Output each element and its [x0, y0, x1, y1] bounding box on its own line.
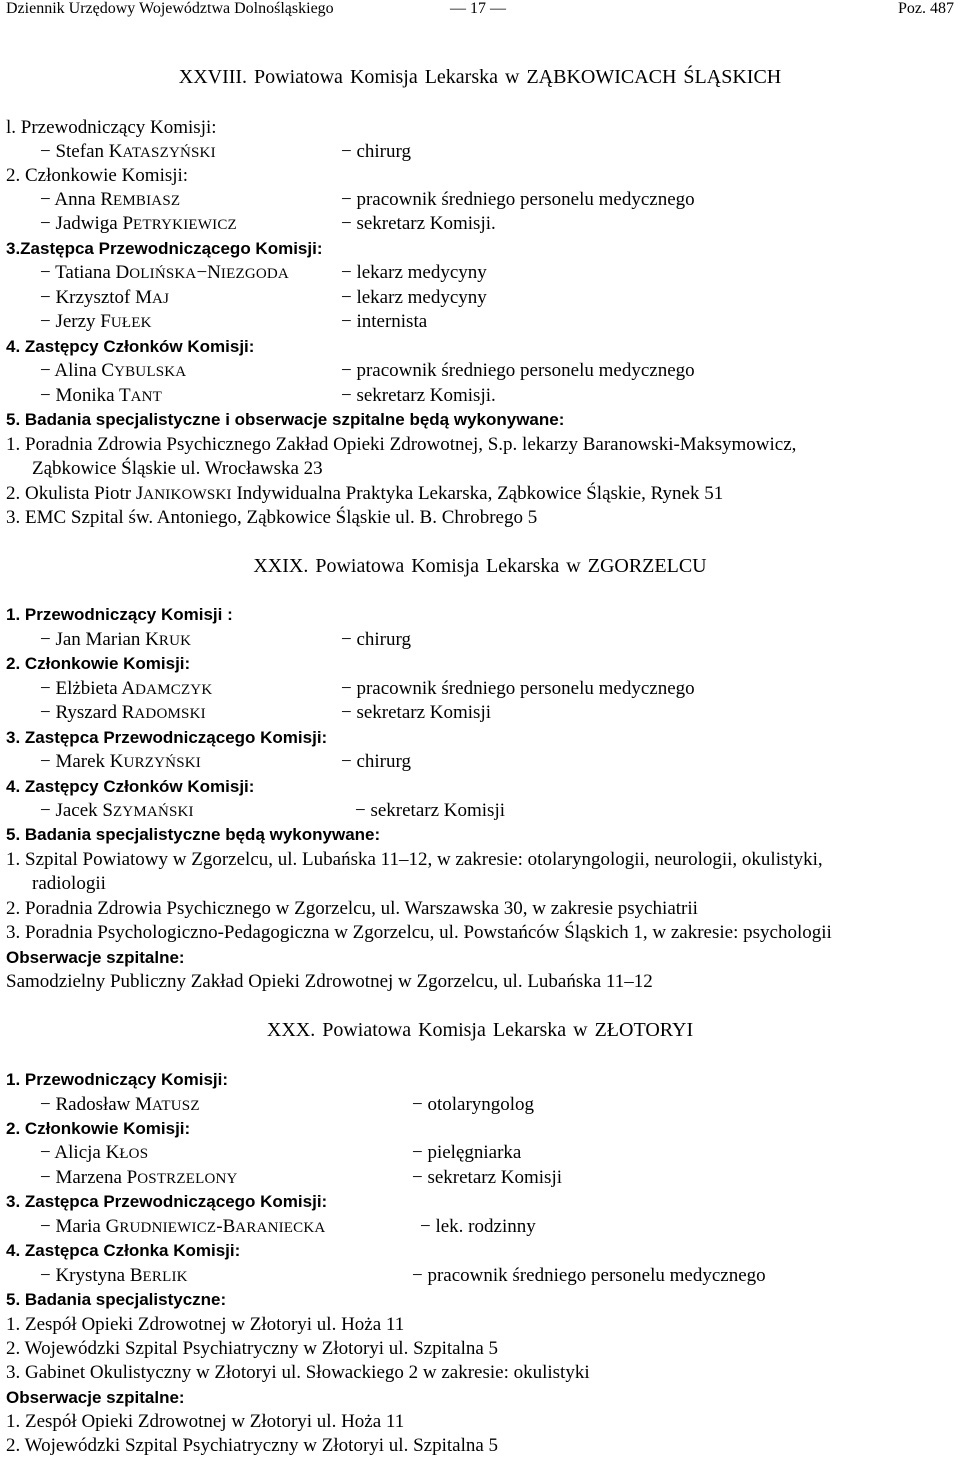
s30-observations-heading: Obserwacje szpitalne: [6, 1388, 185, 1407]
s28-person-name: − Monika TANT [40, 385, 163, 406]
s28-person-role: − lekarz medycyny [341, 287, 487, 308]
s29-observation-item: Samodzielny Publiczny Zakład Opieki Zdrowotnej w Zgorzelcu, ul. Lubańska 11–12 [6, 971, 653, 992]
s28-person-role: − chirurg [341, 141, 411, 162]
s29-exam-item-cont: radiologii [32, 873, 106, 894]
s29-person-name: − Jan Marian KRUK [40, 629, 192, 650]
s29-person-name: − Marek KURZYŃSKI [40, 751, 201, 772]
s28-deputy-chair-heading: 3.Zastępca Przewodniczącego Komisji: [6, 239, 323, 258]
s28-exam-item: 3. EMC Szpital św. Antoniego, Ząbkowice Śląskie ul. B. Chrobrego 5 [6, 507, 538, 528]
s28-person-name: − Tatiana DOLIŃSKA−NIEZGODA [40, 262, 289, 283]
s29-person-role: − sekretarz Komisji [355, 800, 506, 821]
s29-exam-item: 1. Szpital Powiatowy w Zgorzelcu, ul. Lubańska 11–12, w zakresie: otolaryngologii, neurologii, okulistyki, [6, 849, 823, 870]
s28-examinations-heading: 5. Badania specjalistyczne i obserwacje szpitalne będą wykonywane: [6, 410, 565, 429]
s28-person-name: − Stefan KATASZYŃSKI [40, 141, 216, 162]
section-30-title: XXX. Powiatowa Komisja Lekarska w ZŁOTORYI [266, 1019, 694, 1041]
s30-person-role: − sekretarz Komisji [412, 1167, 563, 1188]
s28-person-role: − sekretarz Komisji. [341, 385, 496, 406]
s29-person-name: − Jacek SZYMAŃSKI [40, 800, 194, 821]
s30-exam-item: 2. Wojewódzki Szpital Psychiatryczny w Złotoryi ul. Szpitalna 5 [6, 1338, 499, 1359]
s30-person-name: − Radosław MATUSZ [40, 1094, 200, 1115]
section-28-title: XXVIII. Powiatowa Komisja Lekarska w ZĄBKOWICACH ŚLĄSKICH [178, 66, 782, 88]
s29-deputy-members-heading: 4. Zastępcy Członków Komisji: [6, 777, 255, 796]
s29-person-role: − sekretarz Komisji [341, 702, 492, 723]
s29-person-role: − chirurg [341, 751, 411, 772]
s29-observations-heading: Obserwacje szpitalne: [6, 948, 185, 967]
s30-observation-item: 1. Zespół Opieki Zdrowotnej w Złotoryi ul. Hoża 11 [6, 1411, 405, 1432]
s29-exam-item: 3. Poradnia Psychologiczno-Pedagogiczna w Zgorzelcu, ul. Powstańców Śląskich 1, w zakresie: psychologii [6, 922, 832, 943]
s28-exam-item-cont: Ząbkowice Śląskie ul. Wrocławska 23 [32, 458, 323, 479]
s28-person-name: − Krzysztof MAJ [40, 287, 170, 308]
s29-person-role: − chirurg [341, 629, 411, 650]
s28-members-heading: 2. Członkowie Komisji: [6, 165, 189, 186]
s30-person-name: − Alicja KŁOS [40, 1142, 149, 1163]
s30-person-role: − otolaryngolog [412, 1094, 535, 1115]
journal-title: Dziennik Urzędowy Województwa Dolnośląskiego [6, 0, 334, 17]
s28-person-role: − pracownik średniego personelu medycznego [341, 360, 695, 381]
s28-person-name: − Anna REMBIASZ [40, 189, 181, 210]
s29-person-role: − pracownik średniego personelu medycznego [341, 678, 695, 699]
s28-exam-item: 2. Okulista Piotr JANIKOWSKI Indywidualna Praktyka Lekarska, Ząbkowice Śląskie, Rynek 51 [6, 483, 724, 504]
s30-person-name: − Marzena POSTRZELONY [40, 1167, 238, 1188]
s28-person-name: − Jerzy FUŁEK [40, 311, 152, 332]
s30-examinations-heading: 5. Badania specjalistyczne: [6, 1290, 227, 1309]
page-header [6, 0, 954, 24]
s28-person-name: − Alina CYBULSKA [40, 360, 187, 381]
s29-person-name: − Ryszard RADOMSKI [40, 702, 206, 723]
s30-chair-heading: 1. Przewodniczący Komisji: [6, 1070, 229, 1089]
s29-examinations-heading: 5. Badania specjalistyczne będą wykonywane: [6, 825, 381, 844]
page-number: — 17 — [450, 0, 506, 17]
s30-person-role: − pielęgniarka [412, 1142, 522, 1163]
s28-person-role: − lekarz medycyny [341, 262, 487, 283]
s30-person-role: − lek. rodzinny [420, 1216, 536, 1237]
s28-exam-item: 1. Poradnia Zdrowia Psychicznego Zakład Opieki Zdrowotnej, S.p. lekarzy Baranowski-Maksymowicz, [6, 434, 797, 455]
s28-person-role: − internista [341, 311, 428, 332]
position-number: Poz. 487 [898, 0, 954, 17]
s28-person-role: − sekretarz Komisji. [341, 213, 496, 234]
s28-chair-heading: l. Przewodniczący Komisji: [6, 117, 217, 138]
s30-person-name: − Maria GRUDNIEWICZ-BARANIECKA [40, 1216, 326, 1237]
s28-person-name: − Jadwiga PETRYKIEWICZ [40, 213, 237, 234]
s29-deputy-chair-heading: 3. Zastępca Przewodniczącego Komisji: [6, 728, 328, 747]
s30-members-heading: 2. Członkowie Komisji: [6, 1119, 191, 1138]
s30-person-role: − pracownik średniego personelu medycznego [412, 1265, 766, 1286]
s28-person-role: − pracownik średniego personelu medycznego [341, 189, 695, 210]
s30-deputy-member-heading: 4. Zastępca Członka Komisji: [6, 1241, 241, 1260]
s30-deputy-chair-heading: 3. Zastępca Przewodniczącego Komisji: [6, 1192, 328, 1211]
s30-observation-item: 2. Wojewódzki Szpital Psychiatryczny w Złotoryi ul. Szpitalna 5 [6, 1435, 499, 1456]
s30-exam-item: 1. Zespół Opieki Zdrowotnej w Złotoryi ul. Hoża 11 [6, 1314, 405, 1335]
s29-person-name: − Elżbieta ADAMCZYK [40, 678, 213, 699]
s29-exam-item: 2. Poradnia Zdrowia Psychicznego w Zgorzelcu, ul. Warszawska 30, w zakresie psychiatrii [6, 898, 698, 919]
s28-deputy-members-heading: 4. Zastępcy Członków Komisji: [6, 337, 255, 356]
s30-person-name: − Krystyna BERLIK [40, 1265, 188, 1286]
section-29-title: XXIX. Powiatowa Komisja Lekarska w ZGORZELCU [253, 555, 707, 577]
s29-members-heading: 2. Członkowie Komisji: [6, 654, 191, 673]
s29-chair-heading: 1. Przewodniczący Komisji : [6, 605, 233, 624]
s30-exam-item: 3. Gabinet Okulistyczny w Złotoryi ul. Słowackiego 2 w zakresie: okulistyki [6, 1362, 590, 1383]
